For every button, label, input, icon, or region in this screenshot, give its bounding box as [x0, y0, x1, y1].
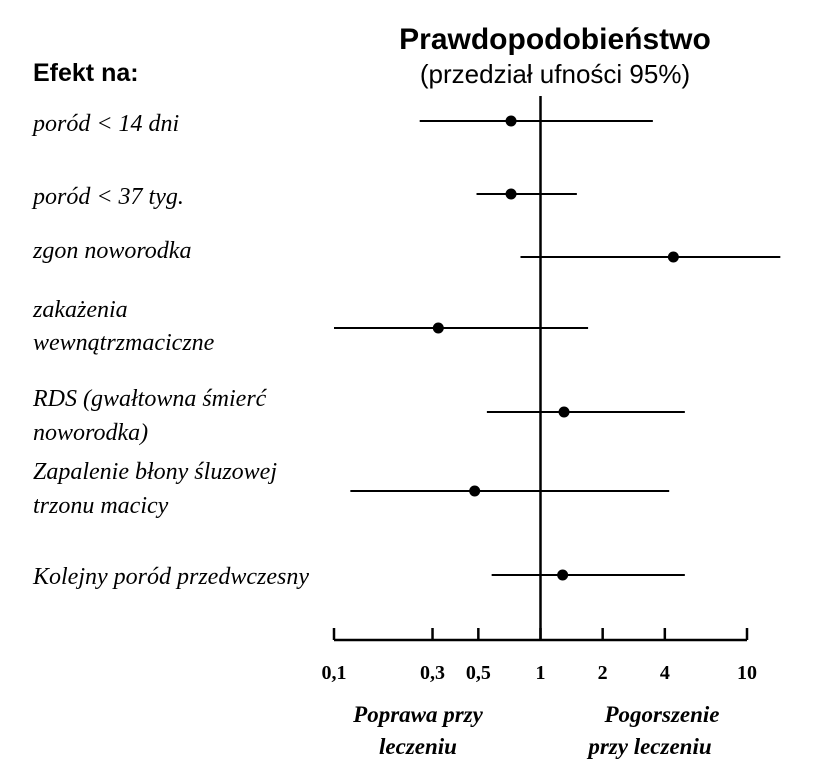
- effect-heading: Efekt na:: [33, 59, 139, 87]
- x-tick-label: 1: [535, 662, 546, 684]
- improvement-label-line1: Poprawa przy: [353, 702, 483, 727]
- estimate-point: [506, 189, 517, 200]
- x-tick-label: 0,5: [465, 662, 491, 684]
- row-label: RDS (gwałtowna śmierć: [33, 386, 267, 412]
- row-label: zgon noworodka: [33, 238, 192, 264]
- forest-row: [31, 184, 577, 210]
- forest-row: [31, 111, 653, 137]
- estimate-point: [668, 252, 679, 263]
- improvement-label-line2: leczeniu: [379, 734, 457, 759]
- row-label: wewnątrzmaciczne: [33, 330, 215, 356]
- x-axis: [322, 628, 758, 684]
- x-tick-label: 0,1: [321, 662, 347, 684]
- row-label: zakażenia: [33, 297, 128, 323]
- estimate-point: [433, 323, 444, 334]
- estimate-point: [559, 407, 570, 418]
- x-tick-label: 4: [659, 662, 670, 684]
- row-label: trzonu macicy: [33, 493, 169, 519]
- forest-row: [32, 238, 780, 264]
- estimate-point: [506, 116, 517, 127]
- forest-row: [32, 564, 685, 590]
- chart-title: Prawdopodobieństwo: [399, 23, 711, 56]
- row-label: Kolejny poród przedwczesny: [33, 564, 309, 590]
- row-label: Zapalenie błony śluzowej: [33, 459, 277, 485]
- worsening-label-line2: przy leczeniu: [588, 734, 712, 759]
- forest-row: [32, 386, 685, 446]
- row-label: noworodka): [33, 420, 149, 446]
- worsening-label-line1: Pogorszenie: [604, 702, 720, 727]
- forest-row: [33, 459, 669, 519]
- rows-group: [31, 96, 780, 640]
- row-label: poród < 14 dni: [33, 111, 180, 137]
- x-tick-label: 2: [597, 662, 608, 684]
- x-tick-label: 0,3: [420, 662, 446, 684]
- x-tick-label: 10: [737, 662, 757, 684]
- estimate-point: [469, 486, 480, 497]
- chart-subtitle: (przedział ufności 95%): [419, 59, 691, 89]
- row-label: poród < 37 tyg.: [33, 184, 184, 210]
- estimate-point: [557, 570, 568, 581]
- forest-row: [32, 297, 588, 356]
